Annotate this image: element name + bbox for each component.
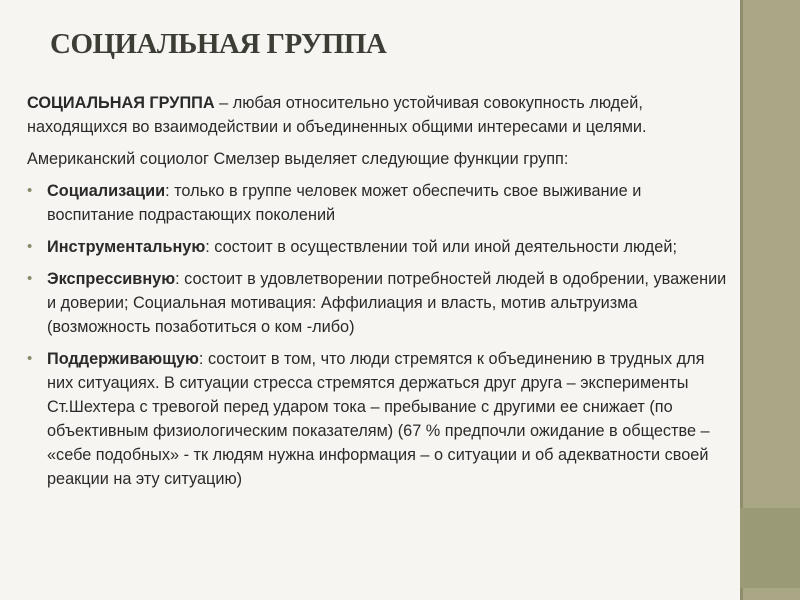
definition-term: СОЦИАЛЬНАЯ ГРУППА xyxy=(27,94,215,112)
definition-paragraph xyxy=(27,91,727,139)
bullet-icon: • xyxy=(27,270,33,287)
side-decoration-bar xyxy=(740,0,800,600)
function-term: Экспрессивную xyxy=(47,270,176,288)
function-text: : состоит в удовлетворении потребностей людей в одобрении, уважении и доверии; Социальная мотивация: Аффилиация и власть, мотив альтруизма (возможность позаботиться о ком -либо) xyxy=(47,270,727,336)
slide-content xyxy=(27,91,727,499)
functions-list xyxy=(27,179,727,491)
list-item-instrumental xyxy=(27,235,727,259)
list-item-supportive xyxy=(27,347,727,491)
function-text: : только в группе человек может обеспечить свое выживание и воспитание подрастающих поколений xyxy=(47,182,642,224)
bullet-icon: • xyxy=(27,350,33,367)
function-term: Инструментальную xyxy=(47,238,206,256)
bullet-icon: • xyxy=(27,238,33,255)
definition-text: – любая относительно устойчивая совокупность людей, находящихся во взаимодействии и объединенных общими интересами и целями. xyxy=(27,94,647,136)
bullet-icon: • xyxy=(27,182,33,199)
side-bar-accent-block xyxy=(740,508,800,588)
function-term: Социализации xyxy=(47,182,166,200)
slide-title: СОЦИАЛЬНАЯ ГРУППА xyxy=(50,28,387,60)
intro-paragraph: Американский социолог Смелзер выделяет следующие функции групп: xyxy=(27,150,569,168)
function-text: : состоит в осуществлении той или иной деятельности людей; xyxy=(205,238,677,256)
list-item-socialization xyxy=(27,179,727,227)
function-text: : состоит в том, что люди стремятся к объединению в трудных для них ситуациях. В ситуации стресса стремятся держаться друг друга – эксперименты Ст.Шехтера с тревогой перед ударом тока – пребывание с другими ее снижает (по объективным физиологическим показателям) (67 % предпочли ожидание в обществе – «себе подобных» - тк людям нужна информация – о ситуации и об адекватности своей реакции на эту ситуацию) xyxy=(47,350,710,488)
list-item-expressive xyxy=(27,267,727,339)
function-term: Поддерживающую xyxy=(47,350,199,368)
